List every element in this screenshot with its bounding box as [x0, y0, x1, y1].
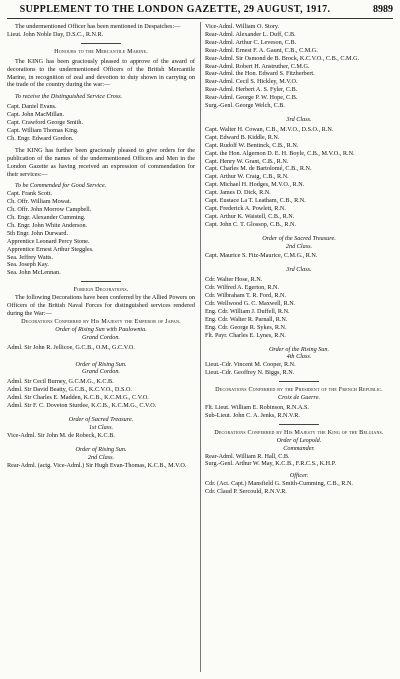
list-item: Capt. Michael H. Hodges, M.V.O., R.N. [205, 181, 305, 189]
list-item: Rear-Adml. Ernest F. A. Gaunt, C.B., C.M.G. [205, 46, 318, 54]
list-item: 5th Engr. John Durward. [7, 229, 69, 237]
list-item: Cdr. Wellwood G. C. Maxwell, R.N. [205, 300, 296, 307]
list-item: Rear-Adml. Sir Osmond de B. Brock, K.C.V.O., C.B., C.M.G. [205, 54, 360, 62]
section-heading: Honours to the Mercantile Marine. [54, 47, 148, 55]
class-heading: 3rd Class. [286, 266, 312, 274]
list-item: Sea. Joseph Kay. [7, 261, 49, 269]
section-rule [81, 281, 121, 282]
dsc-list [7, 103, 195, 143]
page-header [7, 4, 393, 19]
list-item: Flt. Lieut. William E. Robinson, R.N.A.S. [205, 403, 309, 411]
class-heading: 2nd Class. [285, 242, 313, 250]
list-item: Ch. Engr. John White Anderson. [7, 221, 88, 229]
list-item: Lieut.-Cdr. Vincent M. Cooper, R.N. [205, 361, 296, 369]
list-item: Capt. James D. Dick, R.N. [205, 189, 271, 197]
paragraph: The following Decorations have been conferred by the Allied Powers on Officers of the British Naval Forces for distinguished services rendered during the War:— [7, 294, 195, 317]
subheading: To receive the Distinguished Service Cross. [15, 93, 123, 101]
list-item: Adml. Sir Cecil Burney, G.C.M.G., K.C.B. [7, 378, 114, 386]
list-item: Sea. Jeffrey Watts. [7, 253, 54, 261]
paragraph: The KING has been graciously pleased to approve of the award of decorations to the undermentioned Officers of the British Mercantile Marine, in recognition of zeal and devotion to duty shown in carrying on the trade of the country during the war:— [7, 57, 195, 89]
second-class-list [205, 23, 393, 110]
section-heading: Foreign Decorations. [73, 286, 129, 294]
list-item: Capt. Charles M. de Bartolomé, C.B., R.N. [205, 165, 312, 173]
order-heading: Croix de Guerre. [278, 394, 320, 402]
section-rule [279, 424, 319, 425]
list-item: Lieut. John Noble Day, D.S.C., R.N.R. [7, 30, 104, 38]
intro-text: The undermentioned Officer has been mentioned in Despatches:— [15, 23, 181, 30]
list-item: Sub-Lieut. John C. A. Jenks, R.N.V.R. [205, 411, 300, 419]
list-item: Sea. John McLennan. [7, 269, 61, 277]
third-class-list [205, 126, 393, 229]
order-heading: Order of Sacred Treasure. [68, 415, 134, 423]
class-heading: 3rd Class. [286, 115, 312, 123]
list-item: Cdr. Walter Hose, R.N. [205, 276, 263, 284]
list-item: Capt. John C. T. Glossop, C.B., R.N. [205, 220, 297, 228]
class-heading: 4th Class. [286, 353, 312, 361]
section-heading: Decorations Conferred by His Majesty the King of the Belgians. [214, 428, 384, 436]
list-item: Apprentice Ernest Arthur Steggles. [7, 245, 94, 253]
list-item: Cdr. Wilfred A. Egerton, R.N. [205, 284, 280, 292]
list-item: Eng. Cdr. George R. Sykes, R.N. [205, 323, 287, 331]
list-item: Capt. Edward B. Kiddle, R.N. [205, 133, 280, 141]
list-item: Capt. Frederick A. Powlett, R.N. [205, 204, 286, 212]
list-item: Rear-Adml. Herbert A. S. Fyler, C.B. [205, 86, 298, 94]
class-heading: Commander. [283, 444, 315, 452]
list-item: Surg.-Genl. Arthur W. May, K.C.B., F.R.C.S., K.H.P. [205, 460, 337, 468]
list-item: Cdr. Wilbraham T. R. Ford, R.N. [205, 292, 287, 300]
list-item: Capt. Rudolf W. Bentinck, C.B., R.N. [205, 141, 299, 149]
rising-sun-list [7, 378, 195, 410]
list-item: Rear-Adml. Cecil S. Hickley, M.V.O. [205, 78, 298, 86]
list-item: Rear-Adml. Robert H. Anstruther, C.M.G. [205, 62, 310, 70]
section-heading: Decorations Conferred by the President of the French Republic. [215, 386, 383, 394]
list-item: Rear-Adml. Arthur C. Leveson, C.B. [205, 38, 297, 46]
list-item: Ch. Offr. William Mowat. [7, 198, 72, 206]
class-heading: 1st Class. [88, 423, 114, 431]
list-item: Capt. Arthur K. Waistell, C.B., R.N. [205, 212, 295, 220]
list-item: Adml. Sir David Beatty, G.C.B., K.C.V.O., D.S.O. [7, 386, 132, 394]
order-heading: Order of the Rising Sun. [268, 345, 330, 353]
column-divider [200, 22, 201, 672]
list-item: Rear-Adml. the Hon. Edward S. Fitzherbert. [205, 70, 315, 78]
order-heading: Order of Leopold. [276, 436, 322, 444]
list-item: Capt. Walter H. Cowan, C.B., M.V.O., D.S.O., R.N. [205, 125, 334, 133]
order-heading: Order of Rising Sun. [75, 360, 127, 368]
list-item: Capt. Daniel Evans. [7, 103, 57, 111]
list-item: Capt. Eustace La T. Leatham, C.B., R.N. [205, 197, 306, 205]
list-item: Adml. Sir F. C. Doveton Sturdee, K.C.B., K.C.M.G., C.V.O. [7, 402, 157, 410]
list-item: Capt. John MacMillan. [7, 111, 65, 119]
section-rule [81, 43, 121, 44]
list-item: Adml. Sir John R. Jellicoe, G.C.B., O.M., G.C.V.O. [7, 343, 135, 351]
list-item: Ch. Engr. Edward Gordon. [7, 134, 74, 142]
list-item: Ch. Offr. John Morrow Campbell. [7, 206, 92, 214]
list-item: Vice-Adml. William O. Story. [205, 23, 280, 30]
order-heading: Order of Rising Sun with Paulownia. [55, 325, 147, 333]
list-item: Cdr. (Act. Capt.) Mansfield G. Smith-Cumming, C.B., R.N. [205, 480, 353, 488]
order-heading: Order of Rising Sun. [75, 445, 127, 453]
list-item: Adml. Sir Charles E. Madden, K.C.B., K.C.M.G., C.V.O. [7, 394, 149, 402]
gazette-title: SUPPLEMENT TO THE LONDON GAZETTE, 29 AUGUST, 1917. [19, 4, 331, 15]
list-item: Rear-Adml. Alexander L. Duff, C.B. [205, 30, 296, 38]
list-item: Rear-Adml. George P. W. Hope, C.B. [205, 94, 298, 102]
list-item: Lieut.-Cdr. Geoffrey N. Biggs, R.N. [205, 369, 295, 377]
subheading: To be Commended for Good Service. [15, 182, 107, 190]
list-item: Eng. Cdr. William J. Duffell, R.N. [205, 307, 290, 315]
section-heading: Decorations Conferred by His Majesty the Emperor of Japan. [21, 317, 181, 325]
page-number: 8989 [373, 4, 393, 15]
list-item: Eng. Cdr. Walter R. Parnall, R.N. [205, 315, 288, 323]
paragraph: The KING has further been graciously pleased to give orders for the publication of the names of the undermentioned Officers and Men in the London Gazette as having received an expression of commendation for their services:— [7, 146, 195, 178]
list-item: Capt. Arthur W. Craig, C.B., R.N. [205, 173, 289, 181]
list-item: Cdr. Claud P. Sercould, R.N.V.R. [205, 488, 287, 496]
list-item: Capt. Frank Scott. [7, 190, 53, 198]
third-class-list-2 [205, 276, 393, 339]
class-heading: Officer. [289, 472, 309, 480]
right-column [205, 23, 393, 496]
class-heading: Grand Cordon. [82, 333, 120, 341]
list-item: Rear-Adml. (actg. Vice-Adml.) Sir Hugh Evan-Thomas, K.C.B., M.V.O. [7, 461, 187, 469]
class-heading: 2nd Class. [87, 453, 115, 461]
class-heading: Grand Cordon. [82, 368, 120, 376]
list-item: Apprentice Leonard Percy Stone. [7, 237, 90, 245]
list-item: Rear-Adml. William R. Hall, C.B. [205, 452, 290, 460]
list-item: Capt. Crawford George Smith. [7, 119, 84, 127]
list-item: Capt. Maurice S. Fitz-Maurice, C.M.G., R.N. [205, 252, 318, 260]
list-item: Capt. the Hon. Algernon D. E. H. Boyle, C.B., M.V.O., R.N. [205, 149, 355, 157]
list-item: Vice-Adml. Sir John M. de Robeck, K.C.B. [7, 431, 115, 439]
list-item: Flt. Payr. Charles E. Lynes, R.N. [205, 331, 286, 339]
left-column [7, 23, 195, 469]
commended-list [7, 190, 195, 277]
list-item: Capt. William Thomas King. [7, 126, 79, 134]
list-item: Capt. Henry W. Grant, C.B., R.N. [205, 157, 289, 165]
list-item: Surg.-Genl. George Welch, C.B. [205, 102, 285, 110]
list-item: Ch. Engr. Alexander Cumming. [7, 214, 86, 222]
section-rule [279, 381, 319, 382]
order-heading: Order of the Sacred Treasure. [262, 234, 336, 242]
